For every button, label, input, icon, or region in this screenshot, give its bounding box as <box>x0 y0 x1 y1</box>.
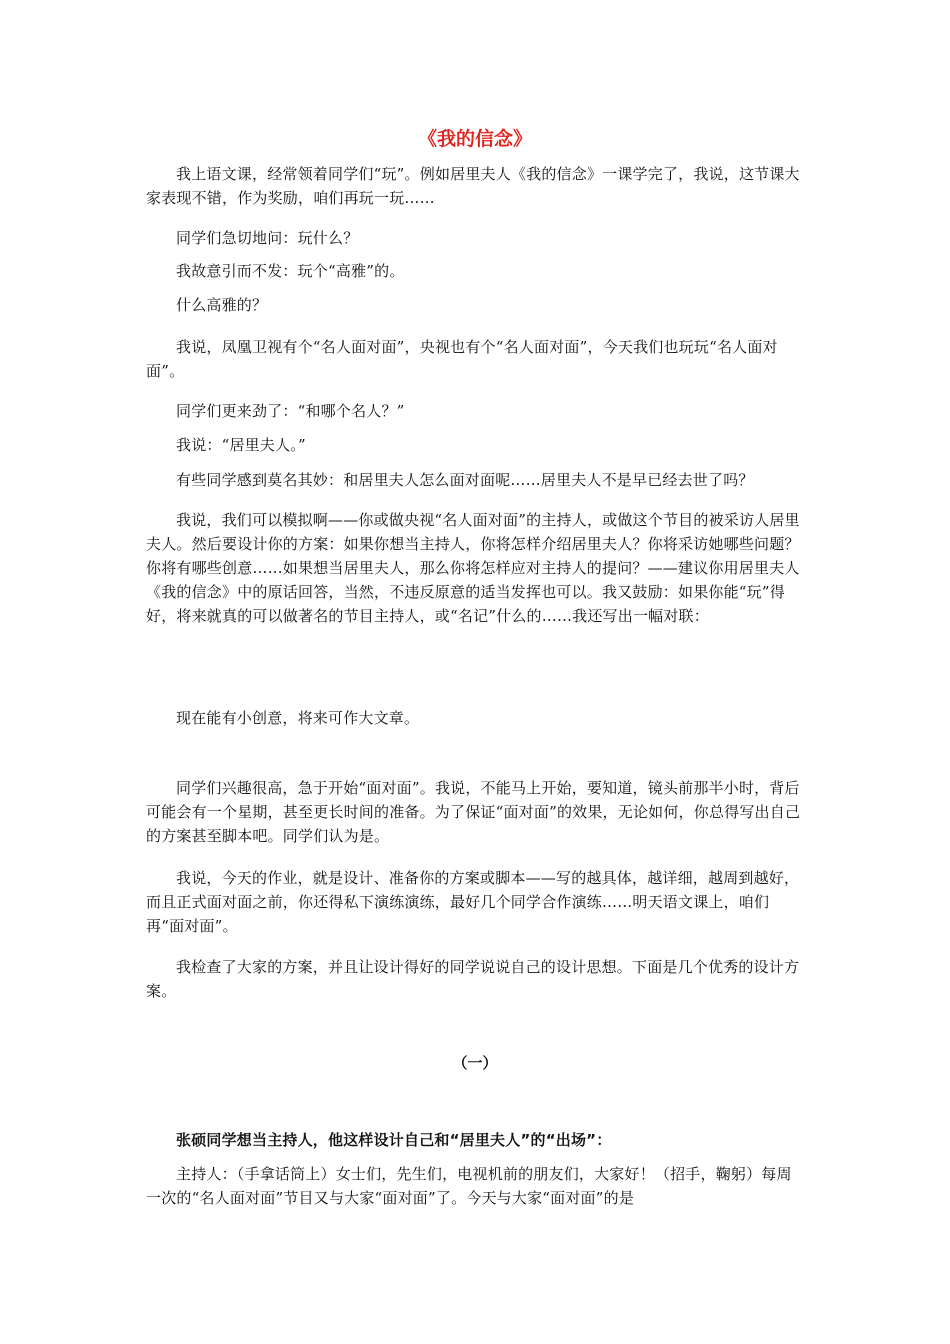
couplet-line: 现在能有小创意，将来可作大文章。 <box>176 709 420 727</box>
paragraph-6: 同学们更来劲了：“和哪个名人？” <box>176 402 405 420</box>
paragraph-5: 我说，凤凰卫视有个“名人面对面”，央视也有个“名人面对面”，今天我们也玩玩“名人面对面”。 <box>146 338 778 380</box>
paragraph-11: 同学们兴趣很高，急于开始“面对面”。我说，不能马上开始，要知道，镜头前那半小时，背后可能会有一个星期，甚至更长时间的准备。为了保证“面对面”的效果，无论如何，你总得写出自己的方案甚至脚本吧。同学们认为是。 <box>146 779 801 845</box>
section-paragraph-1: 主持人：（手拿话筒上）女士们，先生们，电视机前的朋友们，大家好！（招手，鞠躬）每周一次的“名人面对面”节目又与大家“面对面”了。今天与大家“面对面”的是 <box>146 1165 792 1207</box>
paragraph-2: 同学们急切地问：玩什么？ <box>176 229 359 247</box>
paragraph-1: 我上语文课，经常领着同学们“玩”。例如居里夫人《我的信念》一课学完了，我说，这节课大家表现不错，作为奖励，咱们再玩一玩…… <box>146 165 800 207</box>
paragraph-9: 我说，我们可以模拟啊——你或做央视“名人面对面”的主持人，或做这个节目的被采访人居里夫人。然后要设计你的方案：如果你想当主持人，你将怎样介绍居里夫人？你将采访她哪些问题？你将有哪些创意……如果想当居里夫人，那么你将怎样应对主持人的提问？——建议你用居里夫人《我的信念》中的原话回答，当然，不违反原意的适当发挥也可以。我又鼓励：如果你能“玩”得好，将来就真的可以做著名的节目主持人，或“名记”什么的……我还写出一幅对联： <box>146 511 800 625</box>
paragraph-3: 我故意引而不发：玩个“高雅”的。 <box>176 262 405 280</box>
paragraph-4: 什么高雅的？ <box>176 296 268 314</box>
paragraph-8: 有些同学感到莫名其妙：和居里夫人怎么面对面呢……居里夫人不是早已经去世了吗？ <box>176 471 754 489</box>
document-title: 《我的信念》 <box>417 128 532 150</box>
section-intro: 张硕同学想当主持人，他这样设计自己和“居里夫人”的“出场”： <box>176 1131 612 1149</box>
section-number: （一） <box>452 1054 498 1072</box>
paragraph-12: 我说，今天的作业，就是设计、准备你的方案或脚本——写的越具体，越详细，越周到越好，而且正式面对面之前，你还得私下演练演练，最好几个同学合作演练……明天语文课上，咱们再“面对面”。 <box>146 869 800 935</box>
paragraph-13: 我检查了大家的方案，并且让设计得好的同学说说自己的设计思想。下面是几个优秀的设计方案。 <box>146 958 800 1000</box>
paragraph-7: 我说：“居里夫人。” <box>176 436 306 454</box>
